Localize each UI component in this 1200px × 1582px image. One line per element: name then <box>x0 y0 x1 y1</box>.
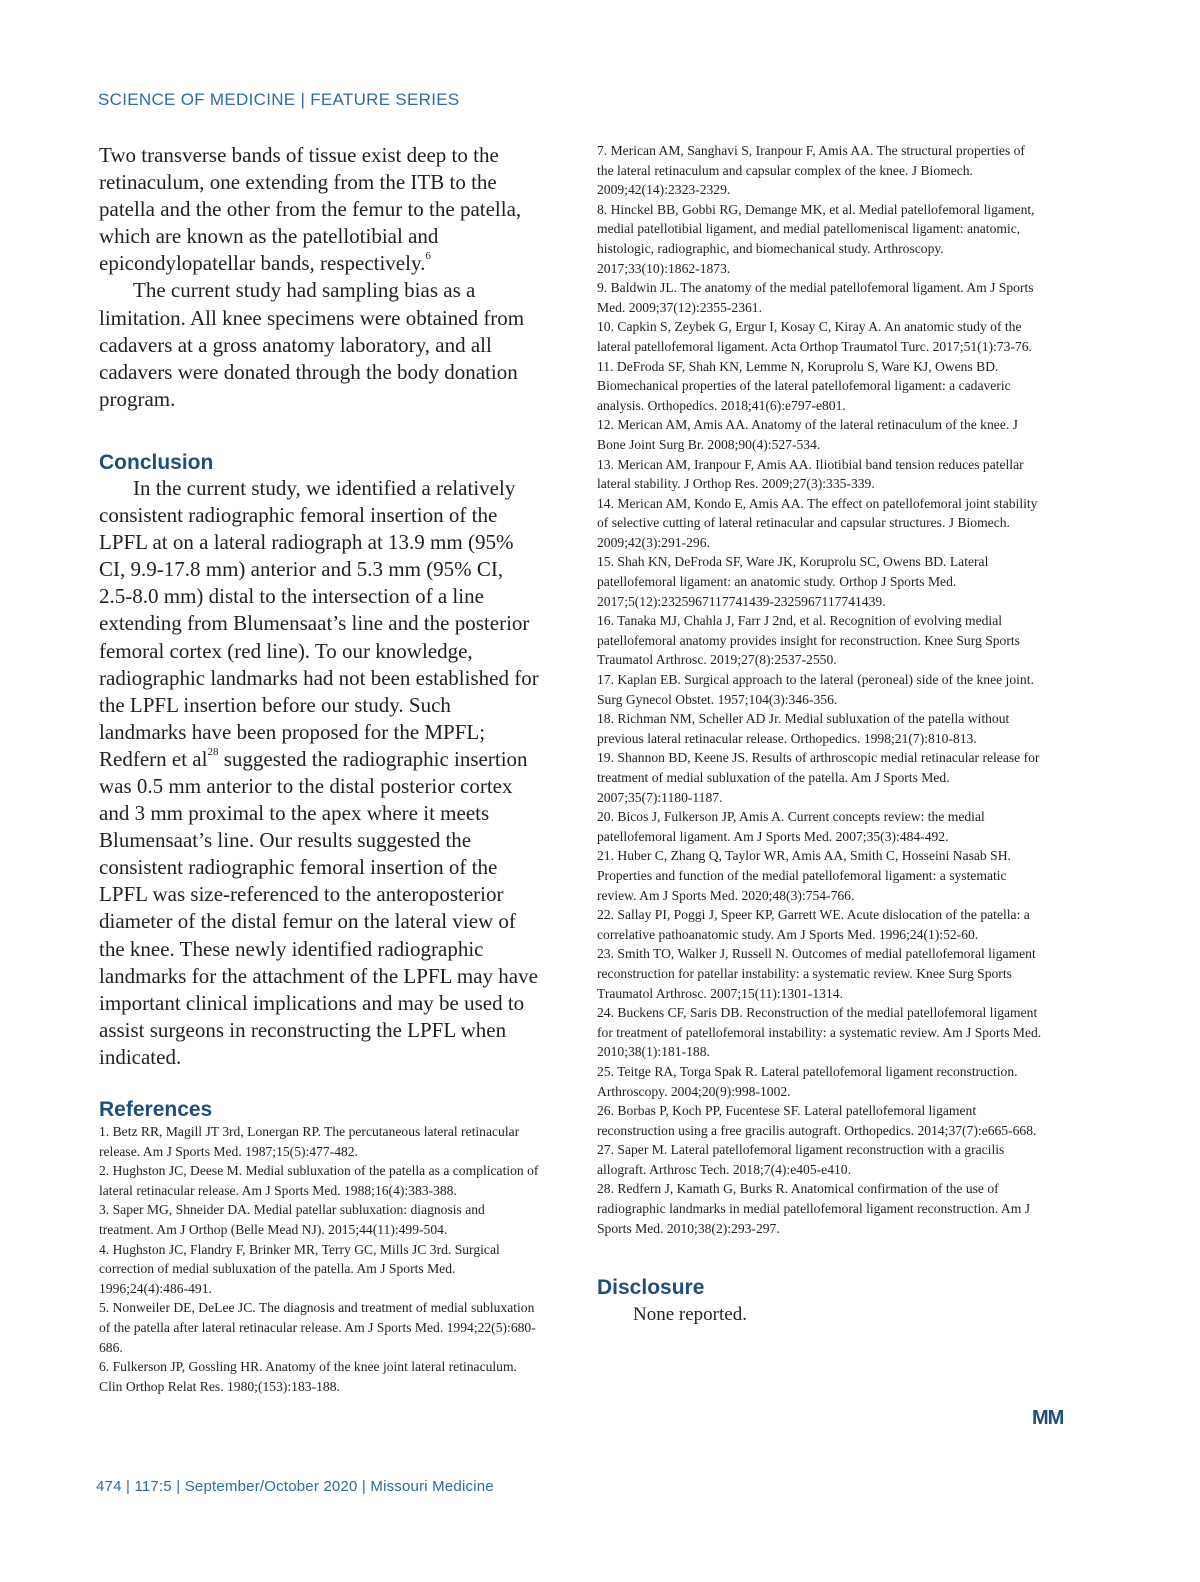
right-column <box>597 141 1042 1326</box>
reference-item: 2. Hughston JC, Deese M. Medial subluxation of the patella as a complication of lateral retinacular release. Am J Sports Med. 1988;16(4):383-388. <box>99 1163 539 1198</box>
body-paragraph-2: The current study had sampling bias as a limitation. All knee specimens were obtained from cadavers at a gross anatomy laboratory, and all cadavers were donated through the body donation program. <box>99 278 525 411</box>
reference-item: 12. Merican AM, Amis AA. Anatomy of the lateral retinaculum of the knee. J Bone Joint Surg Br. 2008;90(4):527-534. <box>597 417 1018 452</box>
reference-item: 9. Baldwin JL. The anatomy of the medial patellofemoral ligament. Am J Sports Med. 2009;37(12):2355-2361. <box>597 280 1034 315</box>
disclosure-heading: Disclosure <box>597 1276 705 1300</box>
reference-item: 10. Capkin S, Zeybek G, Ergur I, Kosay C, Kiray A. An anatomic study of the lateral patellofemoral ligament. Acta Orthop Traumatol Turc. 2017;51(1):73-76. <box>597 319 1032 354</box>
references-list-right <box>597 141 1042 1238</box>
reference-item: 25. Teitge RA, Torga Spak R. Lateral patellofemoral ligament reconstruction. Arthroscopy. 2004;20(9):998-1002. <box>597 1063 1018 1099</box>
reference-item: 14. Merican AM, Kondo E, Amis AA. The effect on patellofemoral joint stability of selective cutting of lateral retinacular and capsular structures. J Biomech. 2009;42(3):291-296. <box>597 495 1038 550</box>
left-column <box>99 142 539 1396</box>
reference-item: 27. Saper M. Lateral patellofemoral ligament reconstruction with a gracilis allograft. Arthrosc Tech. 2018;7(4):e405-e410. <box>597 1142 1005 1177</box>
reference-item: 28. Redfern J, Kamath G, Burks R. Anatomical confirmation of the use of radiographic landmarks in medial patellofemoral ligament reconstruction. Am J Sports Med. 2010;38(2):293-297. <box>597 1181 1030 1236</box>
reference-item: 11. DeFroda SF, Shah KN, Lemme N, Koruprolu S, Ware KJ, Owens BD. Biomechanical properties of the lateral patellofemoral ligament: a cadaveric analysis. Orthopedics. 2018;41(6):e797-e801. <box>597 358 1011 413</box>
reference-item: 24. Buckens CF, Saris DB. Reconstruction of the medial patellofemoral ligament for treatment of patellofemoral instability: a systematic review. Am J Sports Med. 2010;38(1):181-188. <box>597 1005 1042 1060</box>
reference-item: 21. Huber C, Zhang Q, Taylor WR, Amis AA, Smith C, Hosseini Nasab SH. Properties and function of the medial patellofemoral ligament: a systematic review. Am J Sports Med. 2020;48(3):754-766. <box>597 848 1011 903</box>
conclusion-paragraph <box>99 475 539 1071</box>
citation-superscript: 6 <box>425 250 431 263</box>
reference-item: 7. Merican AM, Sanghavi S, Iranpour F, Amis AA. The structural properties of the lateral retinaculum and capsular complex of the knee. J Biomech. 2009;42(14):2323-2329. <box>597 143 1025 198</box>
reference-item: 15. Shah KN, DeFroda SF, Ware JK, Koruprolu SC, Owens BD. Lateral patellofemoral ligament: an anatomic study. Orthop J Sports Med. 2017;5(12):2325967117741439-2325967117741439. <box>597 554 989 609</box>
reference-item: 13. Merican AM, Iranpour F, Amis AA. Iliotibial band tension reduces patellar lateral stability. J Orthop Res. 2009;27(3):335-339. <box>597 456 1024 492</box>
reference-item: 19. Shannon BD, Keene JS. Results of arthroscopic medial retinacular release for treatment of medial subluxation of the patella. Am J Sports Med. 2007;35(7):1180-1187. <box>597 750 1040 805</box>
reference-item: 20. Bicos J, Fulkerson JP, Amis A. Current concepts review: the medial patellofemoral ligament. Am J Sports Med. 2007;35(3):484-492. <box>597 809 985 844</box>
reference-item: 6. Fulkerson JP, Gossling HR. Anatomy of the knee joint lateral retinaculum. Clin Orthop Relat Res. 1980;(153):183-188. <box>99 1359 517 1394</box>
missouri-medicine-logo: MM <box>1032 1407 1064 1429</box>
references-heading: References <box>99 1098 213 1121</box>
reference-item: 23. Smith TO, Walker J, Russell N. Outcomes of medial patellofemoral ligament reconstruction for patellar instability: a systematic review. Knee Surg Sports Traumatol Arthrosc. 2007;15(11):1301-1314. <box>597 946 1036 1001</box>
reference-item: 16. Tanaka MJ, Chahla J, Farr J 2nd, et al. Recognition of evolving medial patellofemoral anatomy provides insight for reconstruction. Knee Surg Sports Traumatol Arthrosc. 2019;27(8):2537-2550. <box>597 613 1020 668</box>
citation-superscript: 28 <box>207 745 219 758</box>
reference-item: 3. Saper MG, Shneider DA. Medial patellar subluxation: diagnosis and treatment. Am J Orthop (Belle Mead NJ). 2015;44(11):499-504. <box>99 1202 485 1237</box>
reference-item: 17. Kaplan EB. Surgical approach to the lateral (peroneal) side of the knee joint. Surg Gynecol Obstet. 1957;104(3):346-356. <box>597 672 1034 707</box>
conclusion-heading: Conclusion <box>99 450 214 474</box>
body-paragraph-1-text: Two transverse bands of tissue exist deep to the retinaculum, one extending from the ITB to the patella and the other from the femur to the patella, which are known as the patellotibial and epicondylopatellar bands, respectively. <box>99 143 522 276</box>
reference-item: 18. Richman NM, Scheller AD Jr. Medial subluxation of the patella without previous lateral retinacular release. Orthopedics. 1998;21(7):810-813. <box>597 711 1010 746</box>
conclusion-text-a: In the current study, we identified a relatively consistent radiographic femoral insertion of the LPFL at on a lateral radiograph at 13.9 mm (95% CI, 9.9-17.8 mm) anterior and 5.3 mm (95% CI, 2.5-8.0 mm) distal to the intersection of a line extending from Blumensaat’s line and the posterior femoral cortex (red line). To our knowledge, radiographic landmarks had not been established for the LPFL insertion before our study. Such landmarks have been proposed for the MPFL; Redfern et al <box>99 475 539 771</box>
body-paragraph-1 <box>99 142 539 277</box>
references-list-left <box>99 1122 539 1396</box>
reference-item: 4. Hughston JC, Flandry F, Brinker MR, Terry GC, Mills JC 3rd. Surgical correction of medial subluxation of the patella. Am J Sports Med. 1996;24(4):486-491. <box>99 1241 500 1296</box>
reference-item: 5. Nonweiler DE, DeLee JC. The diagnosis and treatment of medial subluxation of the patella after lateral retinacular release. Am J Sports Med. 1994;22(5):680-686. <box>99 1300 536 1355</box>
series-header: SCIENCE OF MEDICINE | FEATURE SERIES <box>98 90 460 109</box>
reference-item: 8. Hinckel BB, Gobbi RG, Demange MK, et al. Medial patellofemoral ligament, medial patellotibial ligament, and medial patellomeniscal ligament: anatomic, histologic, radiographic, and biomechanical study. Arthroscopy. 2017;33(10):1862-1873. <box>597 201 1035 276</box>
reference-item: 26. Borbas P, Koch PP, Fucentese SF. Lateral patellofemoral ligament reconstruction using a free gracilis autograft. Orthopedics. 2014;37(7):e665-668. <box>597 1103 1037 1138</box>
reference-item: 22. Sallay PI, Poggi J, Speer KP, Garrett WE. Acute dislocation of the patella: a correlative pathoanatomic study. Am J Sports Med. 1996;24(1):52-60. <box>597 907 1030 942</box>
conclusion-text-b: suggested the radiographic insertion was 0.5 mm anterior to the distal posterior cortex and 3 mm proximal to the apex where it meets Blumensaat’s line. Our results suggested the consistent radiographic femoral insertion of the LPFL was size-referenced to the anteroposterior diameter of the distal femur on the lateral view of the knee. These newly identified radiographic landmarks for the attachment of the LPFL may have important clinical implications and may be used to assist surgeons in reconstructing the LPFL when indicated. <box>99 746 538 1069</box>
reference-item: 1. Betz RR, Magill JT 3rd, Lonergan RP. The percutaneous lateral retinacular release. Am J Sports Med. 1987;15(5):477-482. <box>99 1124 520 1159</box>
page-footer: 474 | 117:5 | September/October 2020 | Missouri Medicine <box>96 1478 494 1495</box>
disclosure-text: None reported. <box>633 1304 747 1326</box>
